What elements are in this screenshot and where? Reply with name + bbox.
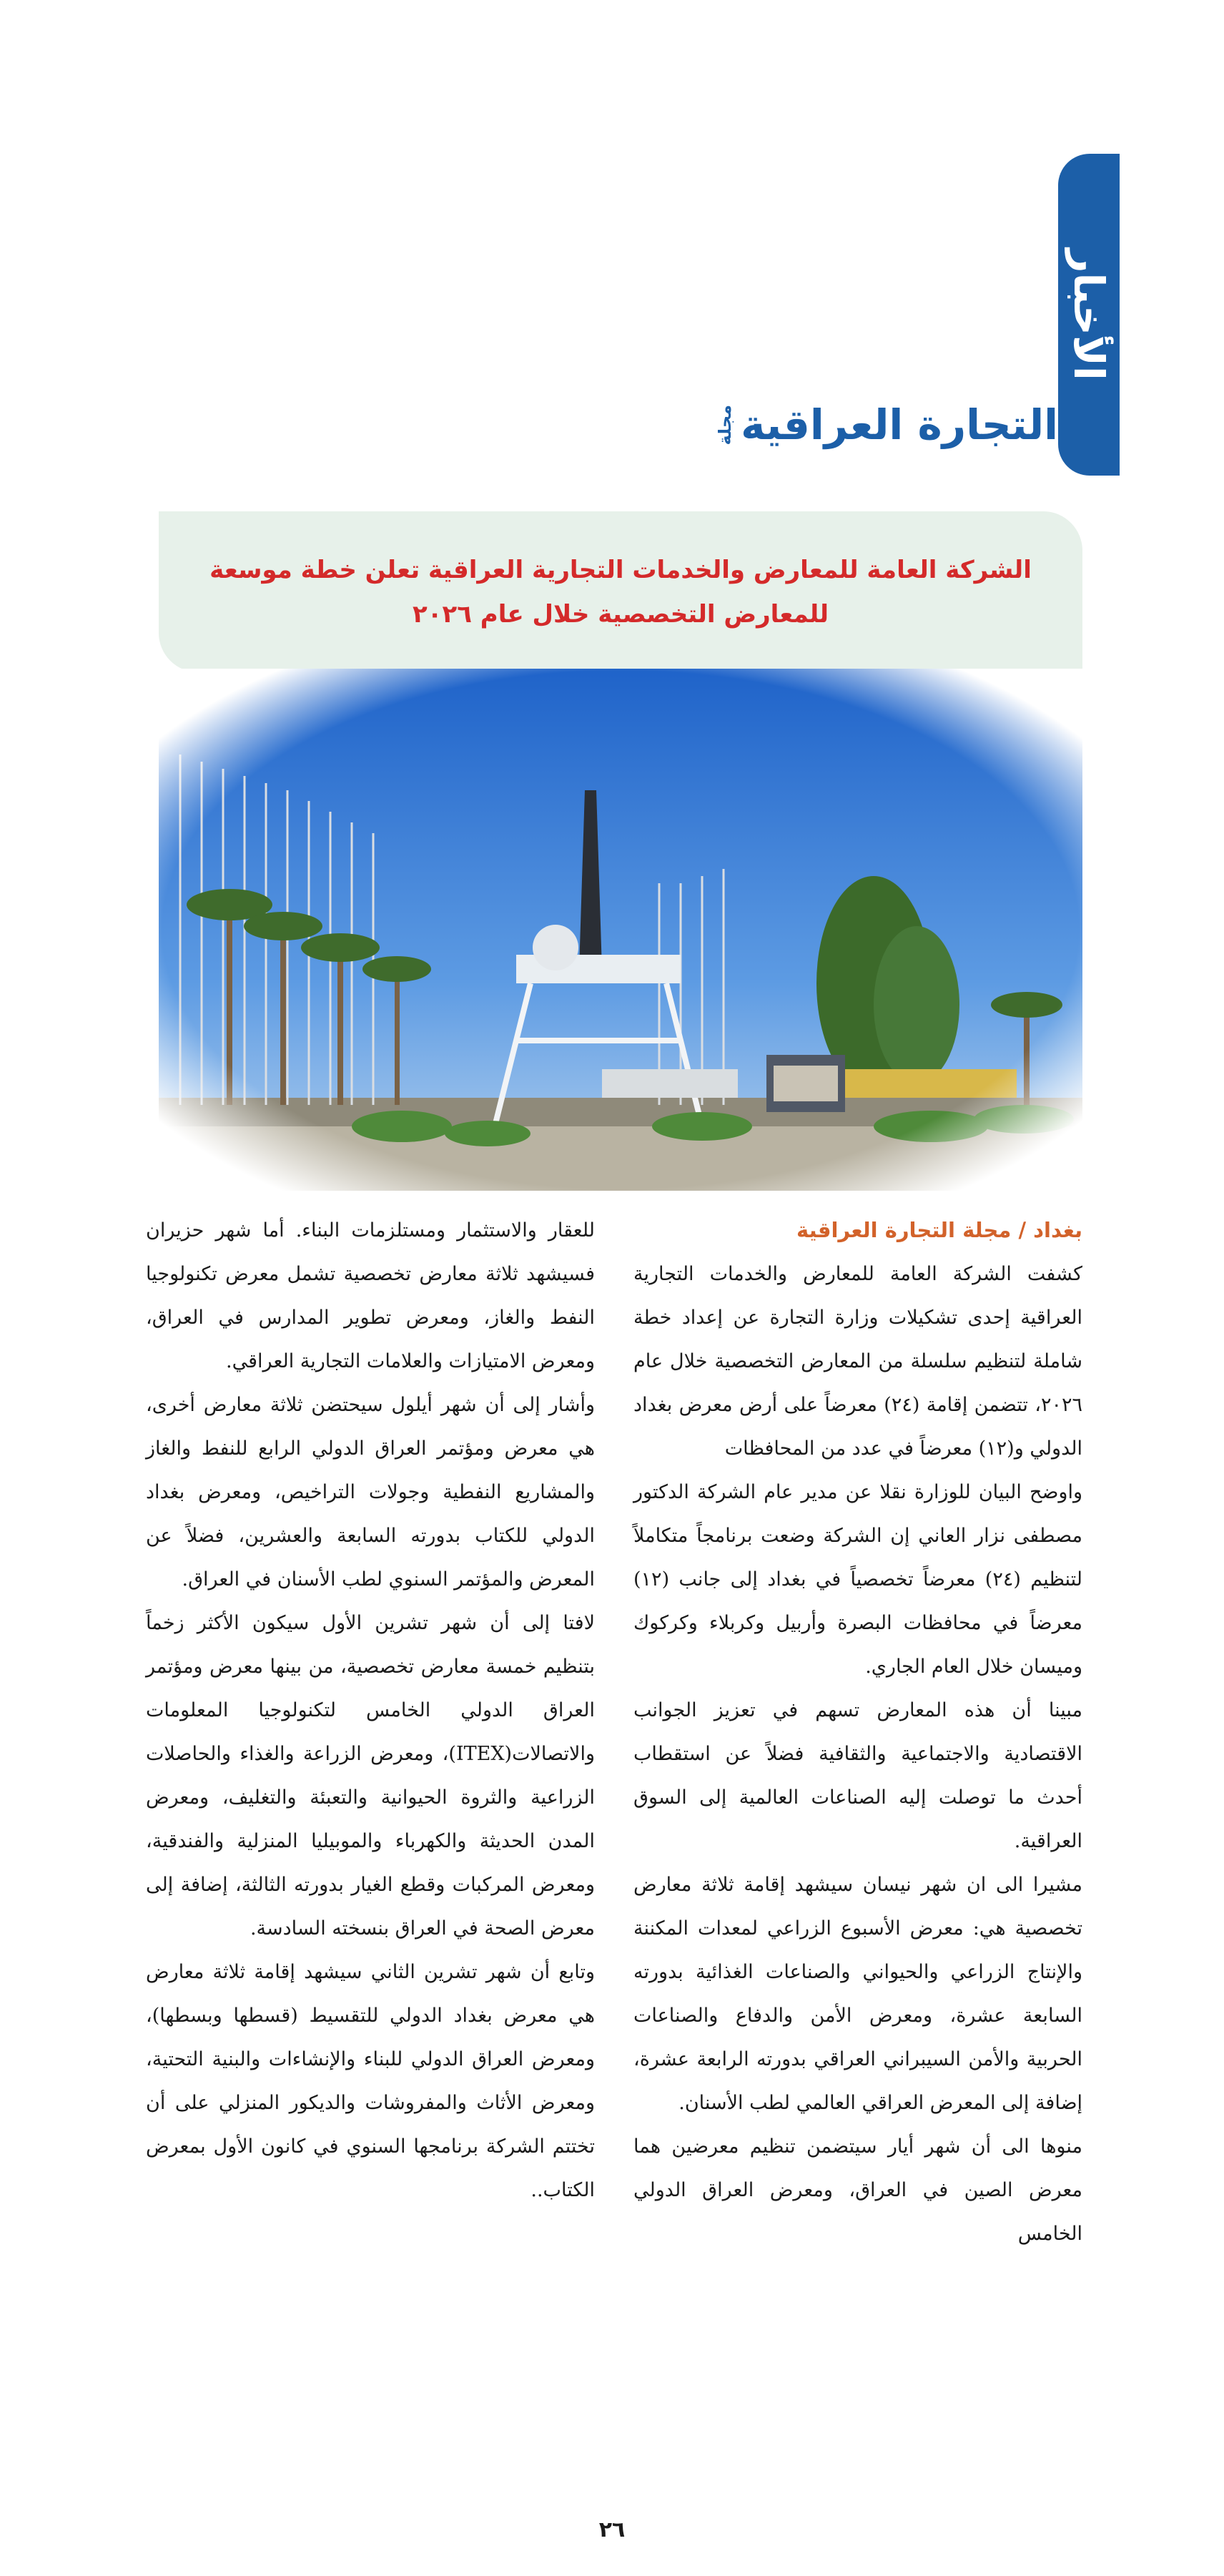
headline-line-2: للمعارض التخصصية خلال عام ٢٠٢٦ xyxy=(412,599,829,629)
logo-prefix: مجلة xyxy=(715,404,736,446)
article-paragraph: مشيرا الى ان شهر نيسان سيشهد إقامة ثلاثة معارض تخصصية هي: معرض الأسبوع الزراعي لمعدات المكننة والإنتاج الزراعي والحيواني والصناعات الغذائية بدورته السابعة عشرة، ومعرض الأمن والدفاع والصناعات الحربية والأمن السيبراني العراقي بدورته الرابعة عشرة، إضافة إلى المعرض العراقي العالمي لطب الأسنان. xyxy=(633,1874,1082,2114)
article-paragraph: وتابع أن شهر تشرين الثاني سيشهد إقامة ثلاثة معارض هي معرض بغداد الدولي للتقسيط (قسطها وبسطها)، ومعرض العراق الدولي للبناء والإنشاءات والبنية التحتية، ومعرض الأثاث والمفروشات والديكور المنزلي على أن تختتم الشركة برنامجها السنوي في كانون الأول بمعرض الكتاب.. xyxy=(146,1961,595,2201)
article-column-left xyxy=(146,1209,595,2212)
article-paragraph: واوضح البيان للوزارة نقلا عن مدير عام الشركة الدكتور مصطفى نزار العاني إن الشركة وضعت برنامجاً متكاملاً لتنظيم (٢٤) معرضاً تخصصياً في بغداد إلى جانب (١٢) معرضاً في محافظات البصرة وأربيل وكربلاء وكركوك وميسان خلال العام الجاري. xyxy=(633,1481,1082,1678)
article-paragraph: لافتا إلى أن شهر تشرين الأول سيكون الأكثر زخماً بتنظيم خمسة معارض تخصصية، من بينها معرض ومؤتمر العراق الدولي الخامس لتكنولوجيا المعلومات والاتصالات(ITEX)، ومعرض الزراعة والغذاء والحاصلات الزراعية والثروة الحيوانية والتعبئة والتغليف، ومعرض المدن الحديثة والكهرباء والموبيليا المنزلية والفندقية، ومعرض المركبات وقطع الغيار بدورته الثالثة، إضافة إلى معرض الصحة في العراق بنسخته السادسة. xyxy=(146,1612,595,1940)
exhibition-grounds-photo xyxy=(159,669,1082,1191)
article-column-right xyxy=(633,1209,1082,2256)
magazine-logo xyxy=(715,400,1058,449)
headline-line-1: الشركة العامة للمعارض والخدمات التجارية العراقية تعلن خطة موسعة xyxy=(209,555,1032,584)
article-dateline: بغداد / مجلة التجارة العراقية xyxy=(796,1218,1082,1242)
article-paragraph: كشفت الشركة العامة للمعارض والخدمات التجارية العراقية إحدى تشكيلات وزارة التجارة عن إعداد خطة شاملة لتنظيم سلسلة من المعارض التخصصية خلال عام ٢٠٢٦، تتضمن إقامة (٢٤) معرضاً على أرض معرض بغداد الدولي و(١٢) معرضاً في عدد من المحافظات xyxy=(633,1263,1082,1460)
article-paragraph: للعقار والاستثمار ومستلزمات البناء. أما شهر حزيران فسيشهد ثلاثة معارض تخصصية تشمل معرض تكنولوجيا النفط والغاز، ومعرض تطوير المدارس في العراق، ومعرض الامتيازات والعلامات التجارية العراقي. xyxy=(146,1219,595,1372)
logo-name: التجارة العراقية xyxy=(741,400,1058,449)
page-number: ٢٦ xyxy=(598,2517,626,2542)
headline-box xyxy=(159,511,1082,672)
section-tab xyxy=(1058,154,1120,476)
article-paragraph: وأشار إلى أن شهر أيلول سيحتضن ثلاثة معارض أخرى، هي معرض ومؤتمر العراق الدولي الرابع للنفط والغاز والمشاريع النفطية وجولات التراخيص، ومعرض بغداد الدولي للكتاب بدورته السابعة والعشرين، فضلاً عن المعرض والمؤتمر السنوي لطب الأسنان في العراق. xyxy=(146,1394,595,1591)
article-paragraph: منوها الى أن شهر أيار سيتضمن تنظيم معرضين هما معرض الصين في العراق، ومعرض العراق الدولي الخامس xyxy=(633,2135,1082,2245)
section-tab-label: الأخبار xyxy=(1065,249,1113,380)
article-paragraph: مبينا أن هذه المعارض تسهم في تعزيز الجوانب الاقتصادية والاجتماعية والثقافية فضلاً عن استقطاب أحدث ما توصلت إليه الصناعات العالمية إلى السوق العراقية. xyxy=(633,1699,1082,1852)
